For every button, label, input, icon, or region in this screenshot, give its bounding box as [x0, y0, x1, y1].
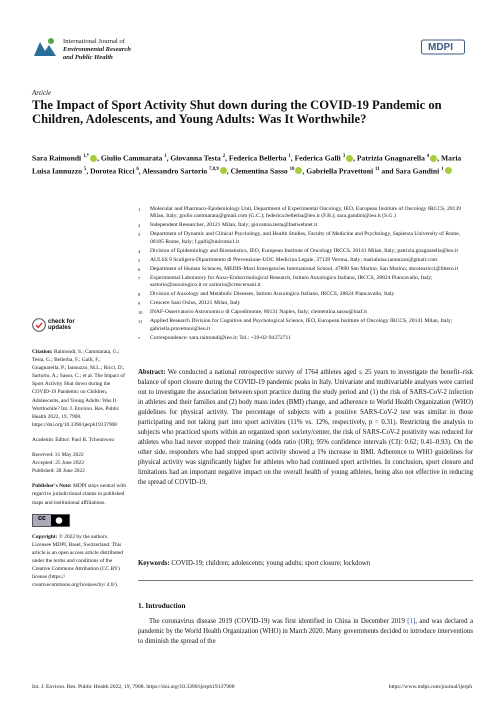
affiliation-item	[138, 206, 473, 221]
affiliation-number: 2	[138, 223, 141, 229]
publisher-logo	[421, 37, 465, 57]
affiliation-number: 10	[138, 310, 143, 316]
affiliation-text: Correspondence: sara.raimondi@ieo.it; Tel.: +39-02-94372711	[150, 334, 291, 341]
affiliation-number: 1	[138, 207, 141, 212]
author-affiliation-sup: 1	[288, 154, 291, 159]
article-title: The Impact of Sport Activity Shut down during the COVID-19 Pandemic on Children, Adolescents, and Young Adults: Was It Worthwhile?	[32, 98, 442, 127]
accepted-date: Accepted: 25 June 2022	[32, 460, 84, 467]
author-affiliation-sup: 3	[342, 154, 346, 159]
affiliation-text: Applied Research Division for Cognitive and Psychological Science, IEO, European Institute of Oncology IRCCS, 20141 Milan, Italy; gabriella.pravettoni@ieo.it	[150, 318, 453, 332]
check-for-updates-label[interactable]	[48, 319, 75, 332]
published-date: Published: 28 June 2022	[32, 468, 85, 475]
affiliation-item	[138, 335, 473, 342]
affiliation-item	[138, 222, 473, 229]
orcid-icon[interactable]	[445, 167, 452, 174]
affiliation-text: Crescere Sani Onlus, 20121 Milan, Italy	[150, 300, 241, 307]
author-name[interactable]: Alessandro Sartorio	[142, 166, 208, 176]
keywords-label: Keywords:	[138, 560, 170, 567]
affiliation-item	[138, 275, 473, 290]
affiliation-text: INAF-Osservatorio Astronomico di Capodimonte, 80131 Naples, Italy; clementina.sasso@inaf.it	[150, 309, 367, 316]
author-name[interactable]: Clementina Sasso	[230, 166, 288, 176]
abstract-text: We conducted a national retrospective survey of 1764 athletes aged ≤ 25 years to investigate the benefit–risk balance of sport closure during the COVID-19 pandemic peaks in Italy. Univariate and multivariable analyses were carried out to investigate the association between sport practice during the study period and (1) the risk of SARS-CoV-2 infection in athletes and their families and (2) body mass index (BMI) change, and adherence to World Health Organization (WHO) guidelines for physical activity. The percentage of subjects with a positive SARS-CoV-2 test was similar in those participating and not taking part into sport activities (11% vs. 12%, respectively, p = 0.31). Restricting the analysis to subjects who practiced sports within an organized sport society/center, the risk of SARS-CoV-2 positivity was reduced for athletes who had never stopped their training (odds ratio (OR); 95% confidence intervals (CI): 0.62; 0.41–0.93). On the other side, responders who had stopped sport activity showed a 1% increase in BMI. Adherence to WHO guidelines for physical activity was significantly higher for athletes who had continued sport activities. In conclusion, sport closure and limitations had an important negative impact on the overall health of young athletes, being also not effective in reducing the spread of COVID-19.	[138, 369, 473, 486]
citation-text[interactable]: Raimondi, S.; Cammarata, G.; Testa, G.; Bellerba, F.; Galli, F.; Gnagnarella, P.; Iannuzzo, M.L.; Ricci, D.; Sartorio, A.; Sasso, C.; et al. The Impact of Sport Activity Shut down during the COVID-19 Pandemic on Children, Adolescents, and Young Adults: Was It Worthwhile? Int. J. Environ. Res. Public Health 2022, 19, 7908. https://doi.org/10.3390/ijerph19137908	[32, 349, 125, 428]
affiliation-item	[138, 309, 473, 316]
intro-text-after: , and was declared a pandemic by the World Health Organization (WHO) in March 2020. Many governments decided to introduce interventions to diminish the spread of the	[138, 618, 473, 645]
affiliation-number: 9	[138, 301, 141, 307]
copyright-text: © 2022 by the authors. Licensee MDPI, Basel, Switzerland. This article is an open access article distributed under the terms and conditions of the Creative Commons Attribution (CC BY) license (https:// creativecommons.org/licenses/by/ 4.0/).	[32, 533, 124, 589]
publisher-note-label: Publisher's Note:	[32, 483, 72, 490]
orcid-icon[interactable]	[90, 155, 97, 162]
keywords	[138, 559, 473, 569]
author-name[interactable]: Federica Galli	[294, 153, 341, 163]
author-name[interactable]: Patrizia Gnagnarella	[356, 153, 425, 163]
author-name[interactable]: Sara Gandini	[395, 166, 440, 176]
affiliation-text: Division of Epidemiology and Biostatistics, IEO, European Institute of Oncology IRCCS, 20141 Milan, Italy; patrizia.gnagnarella@ieo.it	[150, 247, 459, 254]
author-list: Sara Raimondi $^{1,*}$ , Giulio Cammarata $^1$, Giovanna Testa $^2$, Federica Bellerba $^1$, Federica Galli $^3$ , Patrizia Gnagnarella $^4$ , Maria Luisa Iannuzzo $^5$, Dorotea Ricci $^6$, Alessandro Sartorio $^{7,8,9}$ , Clementina Sasso $^{10}$ , Gabriella Pravettoni $^{11}$ and Sara Gandini $^1$	[32, 153, 462, 176]
affiliation-text: AULSS 9 Scaligera-Dipartimento di Prevenzione-UOC Medicina Legale, 37139 Verona, Italy; marialuisa.iannuzzo@gmail.com	[150, 256, 438, 263]
reference-link[interactable]: [1]	[407, 618, 416, 625]
publisher-note	[32, 482, 127, 506]
affiliation-item	[138, 248, 473, 255]
author-name[interactable]: Sara Raimondi	[32, 153, 82, 163]
academic-editor	[32, 436, 127, 444]
orcid-icon[interactable]	[430, 155, 437, 162]
affiliation-number: *	[138, 335, 141, 341]
abstract	[138, 368, 473, 488]
affiliation-text: Department of Dynamic and Clinical Psychology, and Health Studies, Faculty of Medicine and Psychology, Sapienza University of Rome, 00185 Rome, Italy; f.galli@uniroma1.it	[150, 231, 461, 245]
affiliation-number: 5	[138, 257, 141, 263]
citation-block	[32, 348, 127, 429]
author-name[interactable]: Giovanna Testa	[170, 153, 221, 163]
check-for-updates-icon[interactable]	[32, 318, 46, 332]
author-affiliation-sup: 5	[83, 166, 87, 172]
cc-by-license-icon[interactable]	[32, 514, 70, 527]
affiliation-number: 6	[138, 266, 141, 272]
copyright-block	[32, 533, 127, 590]
journal-name	[63, 38, 131, 63]
affiliation-number: 8	[138, 292, 141, 298]
journal-name-line2: Environmental Research	[63, 46, 131, 54]
publisher-logo-text: MDPI	[428, 42, 453, 53]
orcid-icon[interactable]	[346, 155, 353, 162]
article-type: Article	[32, 89, 52, 97]
affiliation-number: 7	[138, 275, 141, 281]
author-affiliation-sup: 1	[441, 166, 444, 172]
orcid-icon[interactable]	[220, 167, 227, 174]
keywords-text: COVID-19; children; adolescents; young adults; sport closure; lockdown	[171, 560, 371, 567]
author-name[interactable]: Gabriella Pravettoni	[306, 166, 374, 176]
affiliation-text: Independent Researcher, 20121 Milan, Italy; giovanna.testa@fastwebnet.it	[150, 222, 318, 229]
journal-name-line1: International Journal of	[63, 38, 125, 45]
section-divider	[138, 580, 473, 581]
abstract-label: Abstract:	[138, 369, 166, 376]
affiliation-list	[138, 206, 473, 344]
journal-logo-icon	[32, 36, 58, 58]
author-affiliation-sup: 11	[374, 166, 380, 172]
author-name[interactable]: Dorotea Ricci	[90, 166, 135, 176]
affiliation-number: 3	[138, 232, 141, 238]
section-heading-introduction: 1. Introduction	[138, 601, 186, 610]
author-affiliation-sup: 1	[164, 154, 167, 159]
author-name[interactable]: Maria Luisa Iannuzzo	[32, 153, 462, 176]
affiliation-item	[138, 231, 473, 246]
editor-name: Paul B. Tchounwou	[71, 436, 115, 443]
affiliation-number: 11	[138, 319, 143, 325]
journal-name-line3: and Public Health	[63, 54, 113, 62]
page-footer	[32, 684, 472, 690]
article-sidebar	[32, 348, 127, 596]
affiliation-number: 4	[138, 248, 141, 254]
cc-badge-text: cc	[38, 514, 46, 522]
check-line1: check for	[48, 319, 75, 325]
affiliation-text: Experimental Laboratory for Auxo-Endocrinological Research, Istituto Auxologico Italiano, IRCCS, 28824 Piancavallo, Italy; sartorio@auxologico.it or sartorio@crescersani.it	[150, 274, 433, 289]
author-name[interactable]: Giulio Cammarata	[100, 153, 163, 163]
author-affiliation-sup: 10	[289, 166, 295, 172]
copyright-label: Copyright:	[32, 533, 58, 540]
received-date: Received: 31 May 2022	[32, 452, 84, 459]
citation-label: Citation:	[32, 349, 53, 355]
affiliation-item	[138, 318, 473, 333]
affiliation-text: Department of Human Sciences, MEDIS-Maxi Emergencies International School, 47890 San Marino, San Marino; dorotearicci@libero.it	[150, 265, 459, 272]
author-name[interactable]: Federica Bellerba	[228, 153, 287, 163]
introduction-paragraph	[138, 617, 473, 647]
author-affiliation-sup: 2	[222, 154, 226, 159]
check-line2: updates	[48, 325, 72, 332]
affiliation-item	[138, 300, 473, 307]
intro-text-before: The coronavirus disease 2019 (COVID-19) was first identified in China in December 2019	[149, 618, 408, 625]
affiliation-item	[138, 257, 473, 264]
affiliation-text: Division of Auxology and Metabolic Diseases, Istituto Auxologico Italiano, IRCCS, 28824 Piancavallo, Italy	[150, 291, 395, 298]
affiliation-item	[138, 291, 473, 298]
orcid-icon[interactable]	[295, 167, 302, 174]
author-affiliation-sup: 6	[136, 166, 139, 172]
author-affiliation-sup: 4	[426, 154, 430, 159]
affiliation-item	[138, 266, 473, 273]
footer-citation: Int. J. Environ. Res. Public Health 2022, 19, 7908. https://doi.org/10.3390/ijerph19137908	[32, 684, 235, 690]
footer-journal-url[interactable]: https://www.mdpi.com/journal/ijerph	[388, 684, 472, 690]
editor-label: Academic Editor:	[32, 436, 71, 443]
affiliation-text: Molecular and Pharmaco-Epidemiology Unit, Department of Experimental Oncology, IEO, European Institute of Oncology IRCCS, 20139 Milan, Italy; giulio.cammarata@gmail.com (G.C.); federica.bellerba@ieo.it (F.B.); sara.gandini@ieo.it (S.G.)	[150, 206, 461, 220]
publisher-note-text: MDPI stays neutral with regard to jurisdictional claims in published maps and institutional affiliations.	[32, 483, 126, 506]
dates-block	[32, 451, 127, 475]
author-affiliation-sup: 7,8,9	[209, 166, 219, 172]
author-affiliation-sup: 1,*	[83, 154, 90, 159]
